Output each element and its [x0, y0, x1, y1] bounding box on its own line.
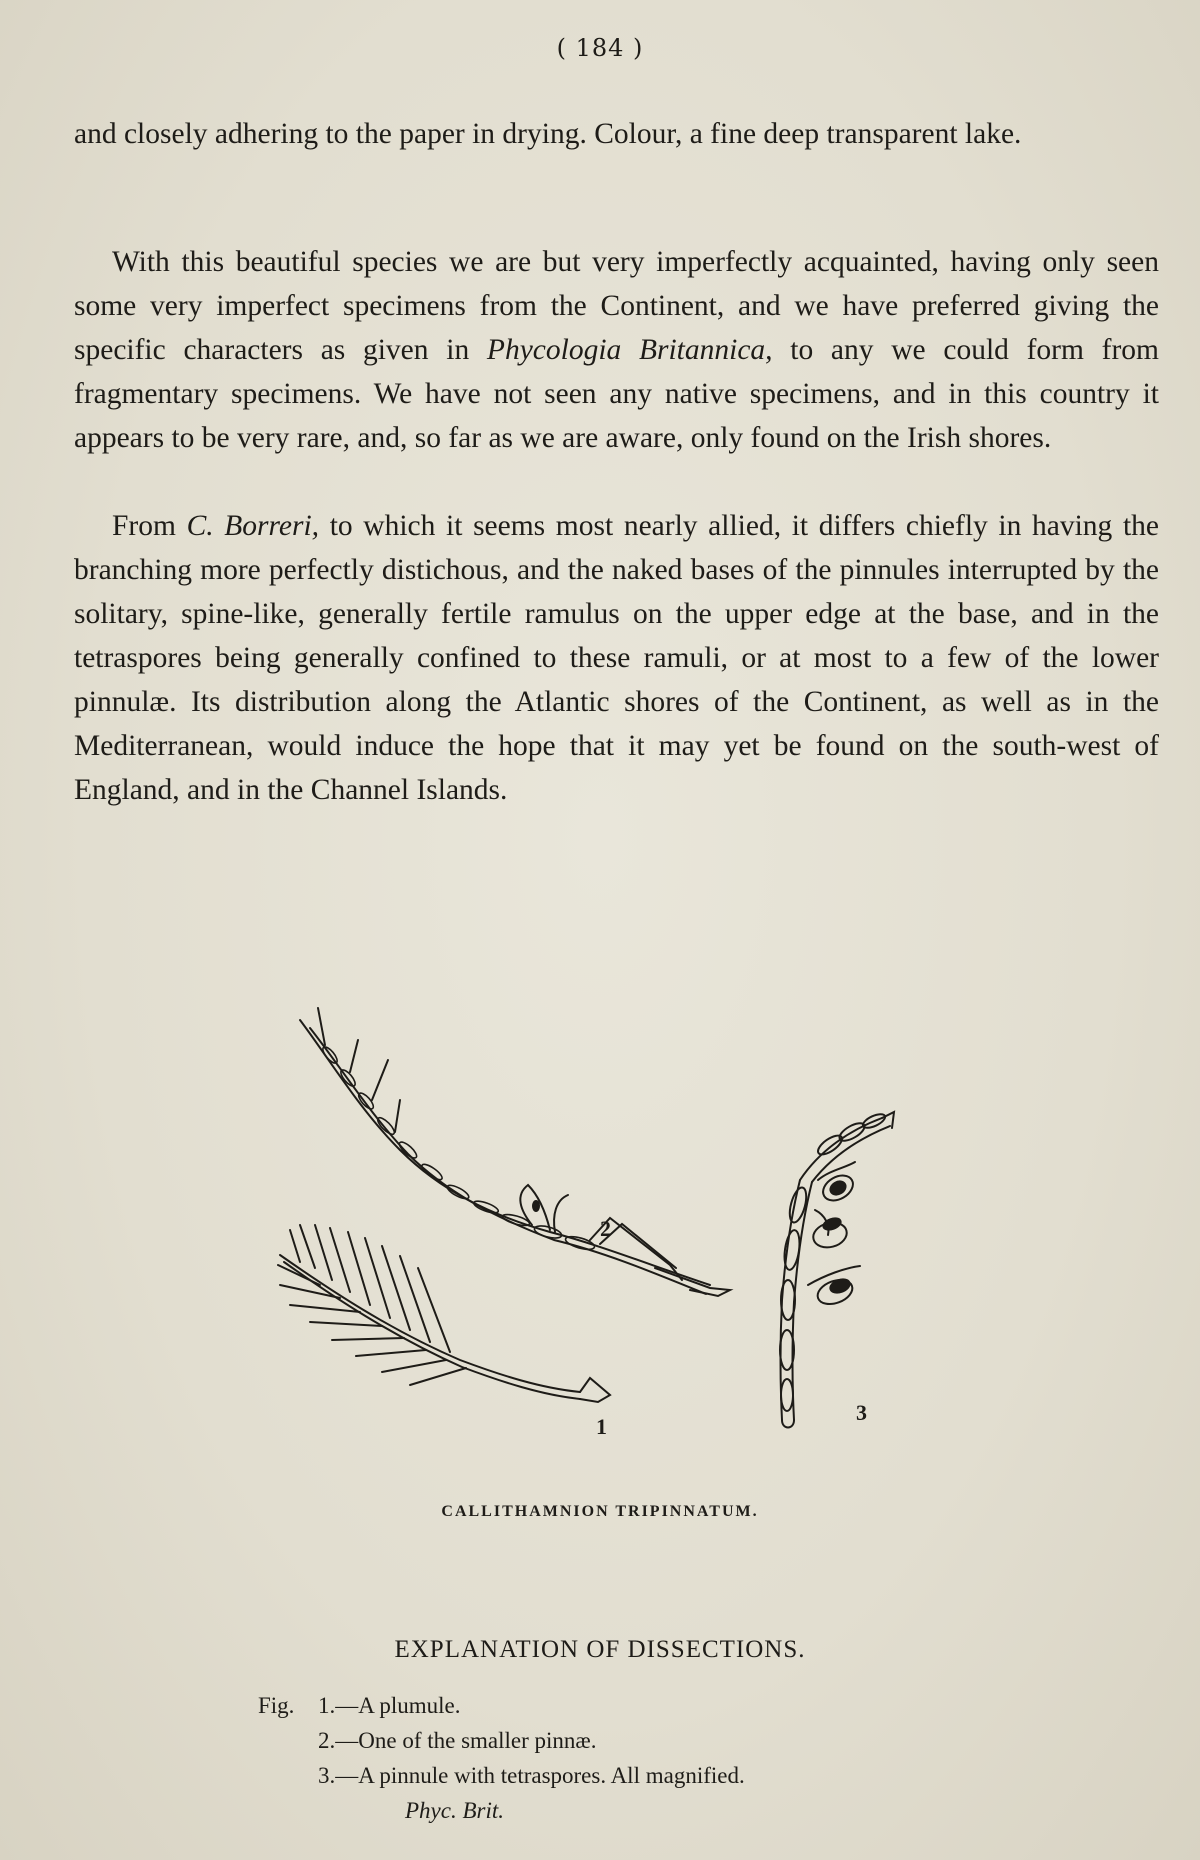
dissection-text-1: 1.—A plumule.: [318, 1693, 461, 1718]
paragraph-1: and closely adhering to the paper in drying. Colour, a fine deep transparent lake.: [74, 118, 1022, 150]
paragraph-3-text-a: From: [112, 510, 187, 542]
paragraph-3-italic: C. Borreri,: [186, 510, 320, 542]
figure-number-1: 1: [596, 1414, 607, 1439]
dissection-item-3: [258, 1758, 1038, 1793]
figure-1-drawing: [278, 1225, 610, 1402]
dissection-item-1: [258, 1688, 1038, 1723]
explanation-heading: EXPLANATION OF DISSECTIONS.: [394, 1636, 806, 1663]
dissections-list: [258, 1688, 1038, 1828]
paragraph-2-italic: Phycologia Britannica,: [486, 334, 773, 366]
figure-caption: CALLITHAMNION TRIPINNATUM.: [441, 1503, 759, 1520]
fig-prefix: Fig.: [258, 1693, 295, 1718]
figure-number-3: 3: [856, 1400, 867, 1425]
paragraph-2-text-a: With this beautiful species we are but very imperfectly acquainted, having only seen some very imperfect specimens from the Continent, and we have preferred giving the specific characters as given in: [74, 246, 1159, 366]
figure-2-drawing: [300, 1008, 730, 1296]
dissection-text-2: 2.—One of the smaller pinnæ.: [318, 1728, 597, 1753]
dissection-item-2: [258, 1723, 1038, 1758]
paragraph-3: [74, 504, 1159, 812]
paragraph-2-text-c: to any we could form from fragmentary specimens. We have not seen any native specimens, and in this country it appears to be very rare, and, so far as we are aware, only found on the Irish shores.: [74, 334, 1160, 454]
botanical-illustration: [270, 1000, 970, 1480]
source-citation: Phyc. Brit.: [405, 1798, 504, 1823]
paragraph-3-text-c: to which it seems most nearly allied, it differs chiefly in having the branching more perfectly distichous, and the naked bases of the pinnules interrupted by the solitary, spine-like, generally fertile ramulus on the upper edge at the base, and in the tetraspores being generally confined to these ramuli, or at most to a few of the lower pinnulæ. Its distribution along the Atlantic shores of the Continent, as well as in the Mediterranean, would induce the hope that it may yet be found on the south-west of England, and in the Channel Islands.: [74, 510, 1159, 806]
dissection-text-3: 3.—A pinnule with tetraspores. All magnified.: [318, 1763, 745, 1788]
paragraph-2: [74, 240, 1159, 460]
figure-3-drawing: [780, 1111, 894, 1427]
page-number: ( 184 ): [556, 34, 644, 62]
figure-number-2: 2: [600, 1216, 611, 1241]
